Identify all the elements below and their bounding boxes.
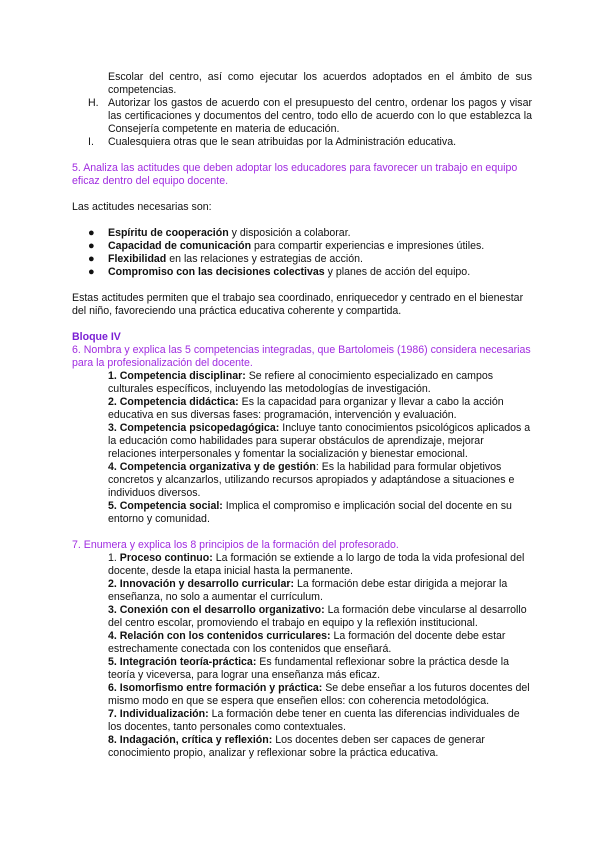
item-bold: 4. Relación con los contenidos curriculares: [108,630,331,642]
list-item [72,656,532,682]
list-item [72,500,532,526]
item-rest: Los docentes deben ser capaces de generar conocimiento propio, analizar y reflexionar sobre la práctica educativa. [108,734,485,759]
item-bold: 7. Individualización: [108,708,209,720]
item-bold: 2. Innovación y desarrollo curricular: [108,578,295,590]
list-item-text: Cualesquiera otras que le sean atribuidas por la Administración educativa. [108,136,457,148]
list-item [72,240,532,253]
list-item-i [72,136,532,149]
bullet-icon: ● [88,266,95,278]
item-rest: La formación debe vincularse al desarrollo del centro escolar, promoviendo el trabajo en equipo y la reflexión institucional. [108,604,527,629]
bullet-rest: y planes de acción del equipo. [324,266,471,278]
item-bold: 6. Isomorfismo entre formación y práctica: [108,682,323,694]
question-7: 7. Enumera y explica los 8 principios de la formación del profesorado. [72,539,399,551]
item-bold: Proceso continuo: [119,552,213,564]
bullet-bold: Capacidad de comunicación [108,240,252,252]
question-5: 5. Analiza las actitudes que deben adoptar los educadores para favorecer un trabajo en equipo eficaz dentro del equipo docente. [72,162,518,187]
list-item [72,708,532,734]
item-rest: La formación debe estar dirigida a mejorar la enseñanza, no solo a aumentar el currículum. [108,578,508,603]
list-item [72,578,532,604]
list-item [72,552,532,578]
item-rest: Es la capacidad para organizar y llevar a cabo la acción educativa en sus diversas fases: programación, intervención y evaluación. [108,396,504,421]
q5-intro: Las actitudes necesarias son: [72,201,212,213]
list-item [72,370,532,396]
bullet-bold: Espíritu de cooperación [108,227,229,239]
bullet-bold: Flexibilidad [108,253,167,265]
item-bold: 2. Competencia didáctica: [108,396,239,408]
item-bold: 4. Competencia organizativa y de gestión [108,461,316,473]
item-rest: La formación debe tener en cuenta las diferencias individuales de los docentes, tanto personales como contextuales. [108,708,520,733]
item-bold: 3. Conexión con el desarrollo organizativo: [108,604,325,616]
list-item [72,630,532,656]
list-marker: H. [88,97,99,109]
bullet-bold: Compromiso con las decisiones colectivas [108,266,325,278]
list-a-continuation: Escolar del centro, así como ejecutar los acuerdos adoptados en el ámbito de sus competencias. [108,71,532,96]
item-rest: La formación del docente debe estar estrechamente conectada con los contenidos que enseñará. [108,630,506,655]
item-rest: La formación se extiende a lo largo de toda la vida profesional del docente, desde la etapa inicial hasta la permanente. [108,552,525,577]
q5-conclusion: Estas actitudes permiten que el trabajo sea coordinado, enriquecedor y centrado en el bienestar del niño, favoreciendo una práctica educativa coherente y compartida. [72,292,524,317]
item-bold: 8. Indagación, crítica y reflexión: [108,734,273,746]
item-rest: Incluye tanto conocimientos psicológicos aplicados a la educación como habilidades para superar obstáculos de aprendizaje, mejorar relaciones interpersonales y fomentar la socialización y bienestar emocional. [108,422,531,460]
list-marker: I. [88,136,94,148]
document-page [72,71,532,760]
bullet-icon: ● [88,240,95,252]
bullet-rest: en las relaciones y estrategias de acción. [166,253,363,265]
item-rest: : Es la habilidad para formular objetivos concretos y alcanzarlos, utilizando recursos apropiados y adaptándose a situaciones e individuos diversos. [108,461,515,499]
list-item [72,396,532,422]
bullet-icon: ● [88,227,95,239]
list-item [72,422,532,461]
list-item-text: Autorizar los gastos de acuerdo con el presupuesto del centro, ordenar los pagos y visar las certificaciones y documentos del centro, todo ello de acuerdo con lo que establezca la Consejería competente en materia de educación. [108,97,532,135]
list-item [72,604,532,630]
list-item [72,227,532,240]
bullet-rest: para compartir experiencias e impresiones útiles. [251,240,485,252]
list-item [72,682,532,708]
item-rest: Se debe enseñar a los futuros docentes del mismo modo en que se espera que enseñen ellos: con coherencia metodológica. [108,682,530,707]
bullet-rest: y disposición a colaborar. [228,227,351,239]
bullet-icon: ● [88,253,95,265]
list-item [72,266,532,279]
list-item-h [72,97,532,136]
item-bold: 5. Competencia social: [108,500,223,512]
question-6: 6. Nombra y explica las 5 competencias integradas, que Bartolomeis (1986) considera necesarias para la profesionalización del docente. [72,344,531,369]
item-rest: Es fundamental reflexionar sobre la práctica desde la teoría y viceversa, para lograr una enseñanza más eficaz. [108,656,509,681]
item-rest: Implica el compromiso e implicación social del docente en su entorno y comunidad. [108,500,512,525]
q6-list [72,370,532,526]
item-rest: Se refiere al conocimiento especializado en campos culturales específicos, incluyendo las metodologías de investigación. [108,370,494,395]
item-bold: 3. Competencia psicopedagógica: [108,422,280,434]
item-num: 1. [108,552,120,564]
q7-list [72,552,532,760]
q5-bullet-list [72,227,532,279]
list-item [72,253,532,266]
list-item [72,461,532,500]
item-bold: 5. Integración teoría-práctica: [108,656,257,668]
item-bold: 1. Competencia disciplinar: [108,370,246,382]
section-heading: Bloque IV [72,331,121,343]
list-item [72,734,532,760]
